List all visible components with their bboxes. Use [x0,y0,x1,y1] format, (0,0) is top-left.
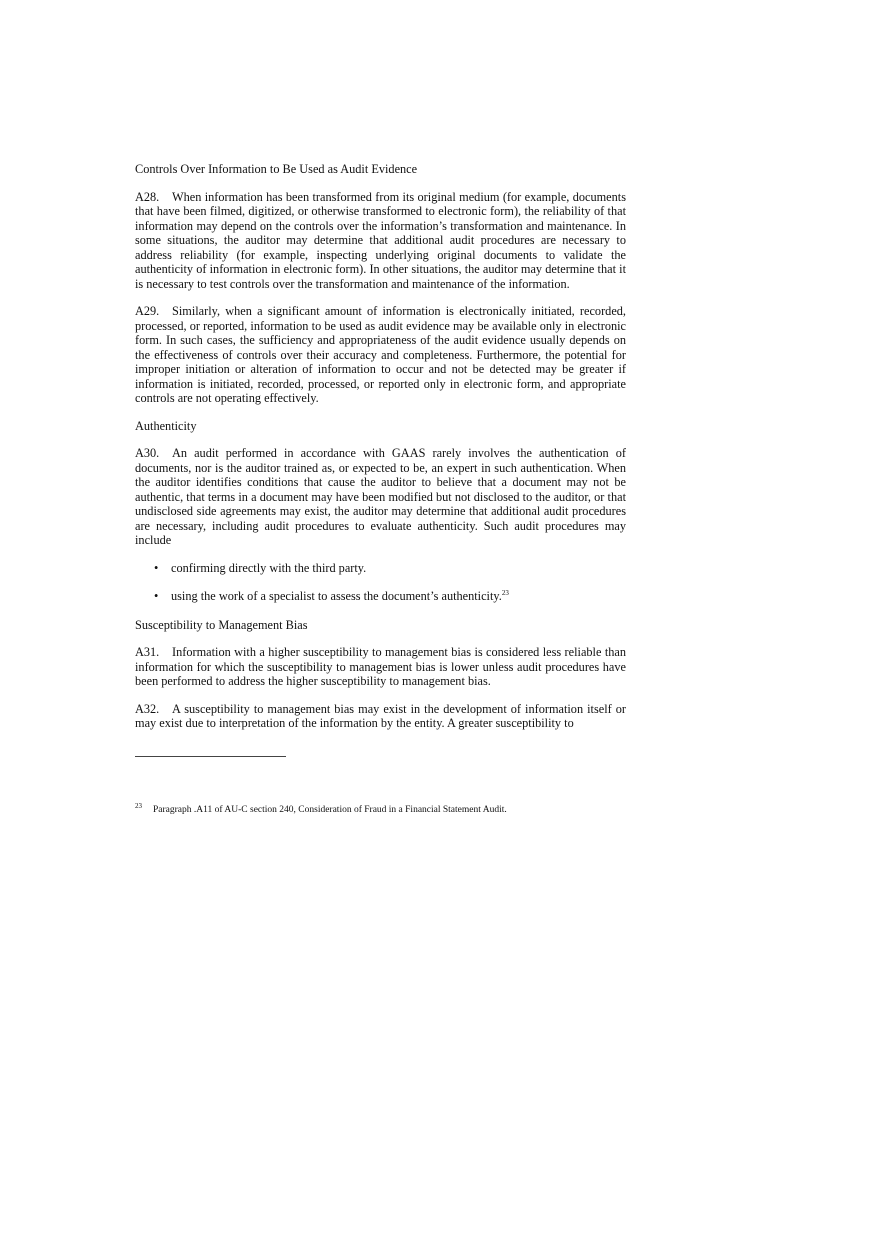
paragraph-a32 [135,702,626,731]
paragraph-a29 [135,304,626,406]
paragraph-text: An audit performed in accordance with GAAS rarely involves the authentication of documents, nor is the auditor trained as, or expected to be, an expert in such authentication. When the auditor identifies conditions that cause the auditor to believe that a document may not be authentic, that terms in a document may have been modified but not disclosed to the auditor, or that undisclosed side agreements may exist, the auditor may determine that additional audit procedures are necessary, including audit procedures to evaluate authenticity. Such audit procedures may include [135,446,626,547]
list-item-text: using the work of a specialist to assess the document’s authenticity. [171,589,502,603]
paragraph-text: When information has been transformed from its original medium (for example, documents that have been filmed, digitized, or otherwise transformed to electronic form), the reliability of that information may depend on the controls over the information’s transformation and maintenance. In some situations, the auditor may determine that additional audit procedures are necessary to address reliability (for example, inspecting underlying original documents to validate the authenticity of information in electronic form). In other situations, the auditor may determine that it is necessary to test controls over the transformation and maintenance of the information. [135,189,626,291]
paragraph-text: Similarly, when a significant amount of information is electronically initiated, recorded, processed, or reported, information to be used as audit evidence may be available only in electronic form. In such cases, the sufficiency and appropriateness of the audit evidence usually depends on the effectiveness of controls over their accuracy and completeness. Furthermore, the potential for improper initiation or alteration of information to occur and not be detected may be greater if information is initiated, recorded, processed, or reported only in electronic form, and appropriate controls are not operating effectively. [135,304,626,405]
paragraph-number: A30. [135,446,160,460]
procedures-list [135,561,626,604]
section-heading-bias: Susceptibility to Management Bias [135,617,308,632]
bullet-icon: • [154,589,159,603]
paragraph-a31 [135,645,626,689]
paragraph-text: Information with a higher susceptibility to management bias is considered less reliable than information for which the susceptibility to management bias is lower unless audit procedures have been performed to address the higher susceptibility to management bias. [135,645,626,688]
footnote-text: Paragraph .A11 of AU-C section 240, Consideration of Fraud in a Financial Statement Audit. [153,805,507,815]
footnote: 23 Paragraph .A11 of AU-C section 240, Consideration of Fraud in a Financial Statement Audit. [135,801,507,815]
section-heading-authenticity: Authenticity [135,418,197,433]
paragraph-number: A32. [135,701,160,716]
list-item-text: confirming directly with the third party. [171,560,367,575]
paragraph-number: A31. [135,645,160,659]
footnote-reference[interactable]: 23 [501,588,509,597]
paragraph-a28 [135,190,626,292]
paragraph-number: A28. [135,189,160,204]
paragraph-a30 [135,446,626,548]
page-body [135,162,626,744]
paragraph-number: A29. [135,304,160,318]
paragraph-text: A susceptibility to management bias may exist in the development of information itself or may exist due to interpretation of the information by the entity. A greater susceptibility to [135,701,626,730]
bullet-icon: • [154,560,159,575]
list-item [135,561,626,576]
section-heading-controls: Controls Over Information to Be Used as Audit Evidence [135,162,418,176]
list-item [135,589,626,604]
footnote-divider [135,756,286,757]
